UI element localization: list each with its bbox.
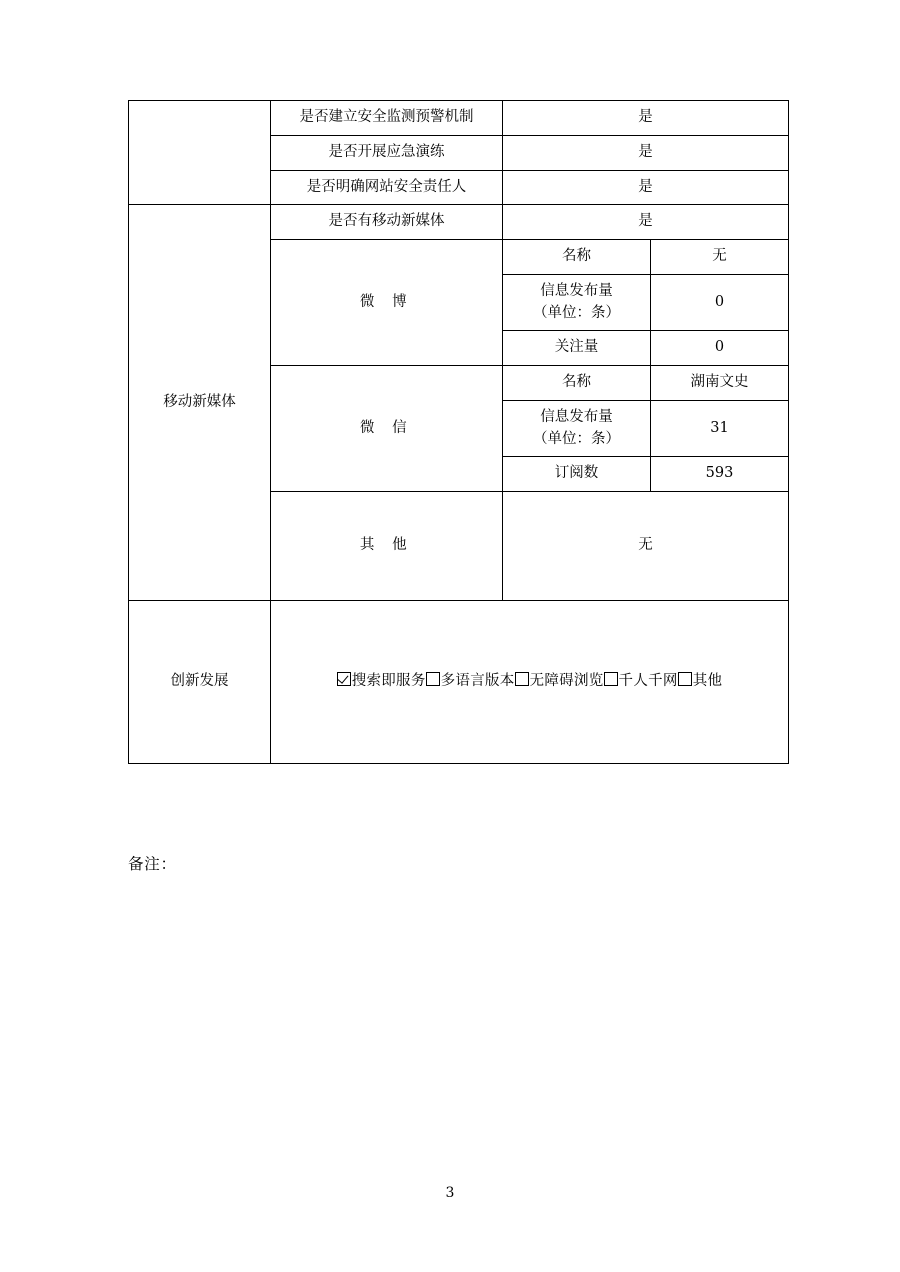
weibo-posts-key [503, 274, 651, 331]
security-value-1: 是 [503, 101, 789, 136]
weixin-subscribers-key: 订阅数 [503, 457, 651, 492]
security-label-2: 是否开展应急演练 [271, 135, 503, 170]
weibo-posts-key-line2: （单位：条） [533, 304, 620, 321]
weixin-posts-value: 31 [651, 400, 789, 457]
weibo-followers-value: 0 [651, 331, 789, 366]
weibo-label: 微 博 [271, 240, 503, 366]
remark-label: 备注： [128, 855, 177, 873]
weixin-posts-key [503, 400, 651, 457]
checkbox-search-as-service[interactable] [337, 672, 351, 686]
annual-report-table [128, 100, 789, 764]
other-media-label: 其 他 [271, 492, 503, 601]
security-label-1: 是否建立安全监测预警机制 [271, 101, 503, 136]
checkbox-other[interactable] [678, 672, 692, 686]
security-value-3: 是 [503, 170, 789, 205]
weixin-posts-key-line2: （单位：条） [533, 430, 620, 447]
weibo-posts-value: 0 [651, 274, 789, 331]
checkbox-accessibility[interactable] [515, 672, 529, 686]
checkbox-label-other: 其他 [692, 673, 723, 690]
checkbox-personalized[interactable] [604, 672, 618, 686]
weibo-name-key: 名称 [503, 240, 651, 275]
weibo-name-value: 无 [651, 240, 789, 275]
page-number: 3 [445, 1185, 455, 1201]
weixin-name-key: 名称 [503, 366, 651, 401]
checkbox-label-multilingual: 多语言版本 [440, 673, 515, 690]
checkbox-multilingual[interactable] [426, 672, 440, 686]
mobile-media-section-label: 移动新媒体 [129, 205, 271, 601]
innovation-checkbox-group [275, 671, 784, 693]
table-row [129, 101, 789, 136]
weixin-posts-key-line1: 信息发布量 [540, 408, 613, 425]
weixin-name-value: 湖南文史 [651, 366, 789, 401]
security-label-3: 是否明确网站安全责任人 [271, 170, 503, 205]
security-section-cell [129, 101, 271, 205]
weibo-posts-key-line1: 信息发布量 [540, 282, 613, 299]
other-media-value: 无 [503, 492, 789, 601]
weixin-subscribers-value: 593 [651, 457, 789, 492]
weixin-label: 微 信 [271, 366, 503, 492]
has-mobile-media-value: 是 [503, 205, 789, 240]
innovation-options-cell [271, 601, 789, 764]
security-value-2: 是 [503, 135, 789, 170]
innovation-label: 创新发展 [129, 601, 271, 764]
checkbox-label-search-as-service: 搜索即服务 [351, 673, 426, 690]
has-mobile-media-label: 是否有移动新媒体 [271, 205, 503, 240]
weibo-followers-key: 关注量 [503, 331, 651, 366]
table-row [129, 205, 789, 240]
checkbox-label-accessibility: 无障碍浏览 [529, 673, 604, 690]
checkbox-label-personalized: 千人千网 [618, 673, 678, 690]
table-row [129, 601, 789, 764]
